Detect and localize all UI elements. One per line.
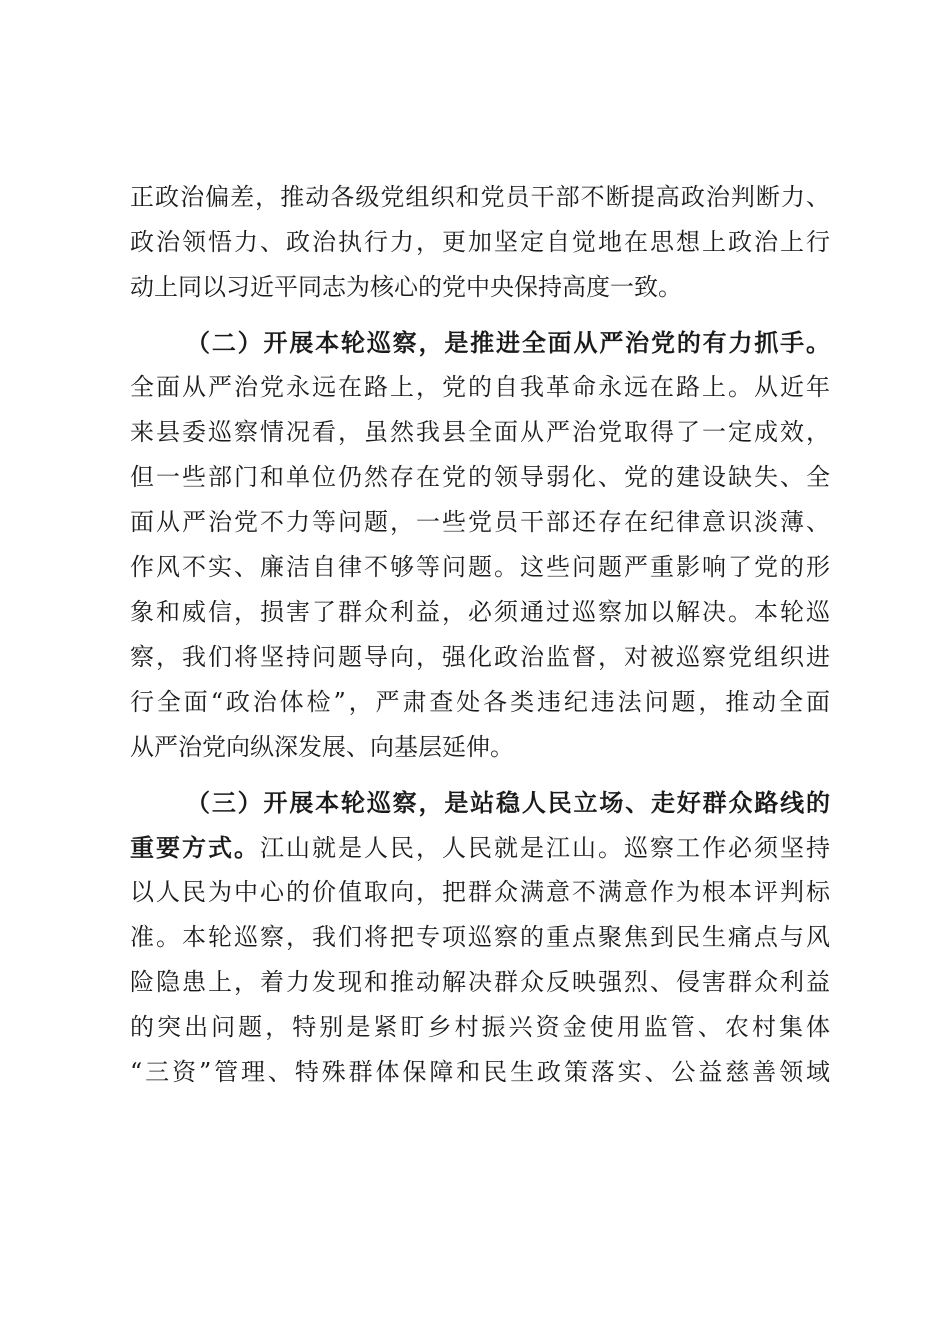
- text-line: 象和威信，损害了群众利益，必须通过巡察加以解决。本轮巡: [130, 598, 830, 626]
- text-line: 全面从严治党永远在路上，党的自我革命永远在路上。从近年: [130, 373, 830, 401]
- paragraph-3: [130, 780, 830, 1095]
- section-heading-3: （三）开展本轮巡察，是站稳人民立场、走好群众路线的: [186, 788, 830, 817]
- text-line: 来县委巡察情况看，虽然我县全面从严治党取得了一定成效，: [130, 418, 830, 446]
- text-line: 动上同以习近平同志为核心的党中央保持高度一致。: [130, 273, 682, 301]
- section-heading-3-continued: 重要方式。: [130, 833, 260, 862]
- paragraph-1: [130, 175, 830, 310]
- text-line: [130, 825, 830, 870]
- text-line: “三资”管理、特殊群体保障和民生政策落实、公益慈善领域: [130, 1058, 830, 1086]
- text-line: 正政治偏差，推动各级党组织和党员干部不断提高政治判断力、: [130, 183, 830, 211]
- text-line: 面从严治党不力等问题，一些党员干部还存在纪律意识淡薄、: [130, 508, 830, 536]
- text-line: 从严治党向纵深发展、向基层延伸。: [130, 733, 514, 761]
- text-line: 险隐患上，着力发现和推动解决群众反映强烈、侵害群众利益: [130, 968, 830, 996]
- text-line: 准。本轮巡察，我们将把专项巡察的重点聚焦到民生痛点与风: [130, 923, 830, 951]
- section-heading-2: （二）开展本轮巡察，是推进全面从严治党的有力抓手。: [186, 328, 830, 357]
- text-line: 以人民为中心的价值取向，把群众满意不满意作为根本评判标: [130, 878, 830, 906]
- document-body: [130, 175, 830, 1095]
- text-line: 作风不实、廉洁自律不够等问题。这些问题严重影响了党的形: [130, 553, 830, 581]
- text-span: 江山就是人民，人民就是江山。巡察工作必须坚持: [260, 834, 830, 862]
- text-line: 行全面“政治体检”，严肃查处各类违纪违法问题，推动全面: [130, 688, 830, 716]
- paragraph-2: [130, 320, 830, 770]
- text-line: 察，我们将坚持问题导向，强化政治监督，对被巡察党组织进: [130, 643, 830, 671]
- text-line: 政治领悟力、政治执行力，更加坚定自觉地在思想上政治上行: [130, 228, 830, 256]
- text-line: 的突出问题，特别是紧盯乡村振兴资金使用监管、农村集体: [130, 1013, 830, 1041]
- text-line: 但一些部门和单位仍然存在党的领导弱化、党的建设缺失、全: [130, 463, 830, 491]
